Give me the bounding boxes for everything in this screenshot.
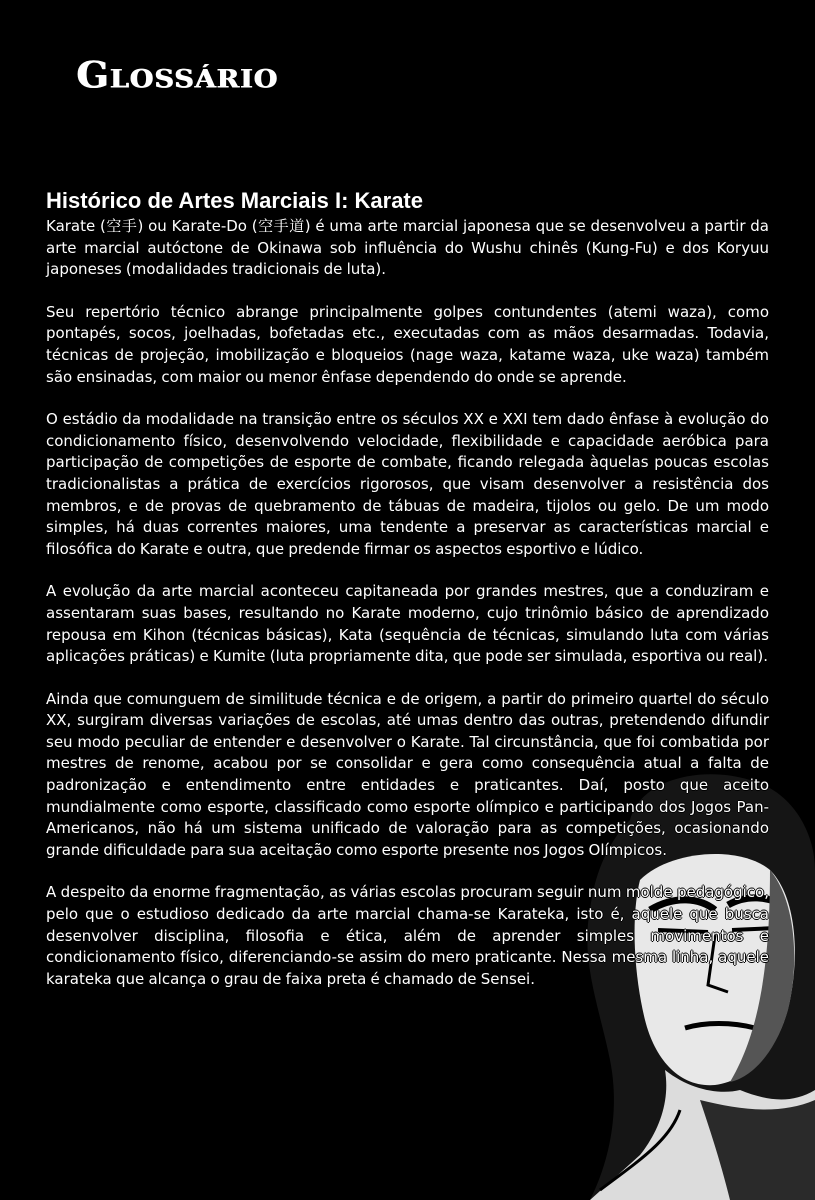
article-paragraph: Ainda que comunguem de similitude técnica e de origem, a partir do primeiro quartel do século XX, surgiram diversas variações de escolas, até umas dentro das outras, pretendendo difundir seu modo peculiar de entender e desenvolver o Karate. Tal circunstância, que foi combatida por mestres de renome, acabou por se consolidar e gera como consequência atual a falta de padronização e entendimento entre entidades e praticantes. Daí, posto que aceito mundialmente como esporte, classificado como esporte olímpico e participando dos Jogos Pan-Americanos, não há um sistema unificado de valoração para as competições, ocasionando grande dificuldade para sua aceitação como esporte presente nos Jogos Olímpicos. xyxy=(46,689,769,859)
article-paragraph: A evolução da arte marcial aconteceu capitaneada por grandes mestres, que a conduziram e assentaram suas bases, resultando no Karate moderno, cujo trinômio básico de aprendizado repousa em Kihon (técnicas básicas), Kata (sequência de técnicas, simulando luta com várias aplicações práticas) e Kumite (luta propriamente dita, que pode ser simulada, esportiva ou real). xyxy=(46,582,769,666)
article-paragraph: A despeito da enorme fragmentação, as várias escolas procuram seguir num molde pedagógico, pelo que o estudioso dedicado da arte marcial chama-se Karateka, isto é, aquele que busca desenvolver disciplina, filosofia e ética, além de aprender simples movimentos e condicionamento físico, diferenciando-se assim do mero praticante. Nessa mesma linha, aquele karateka que alcança o grau de faixa preta é chamado de Sensei. xyxy=(46,883,769,988)
article-title: Histórico de Artes Marciais I: Karate xyxy=(46,188,423,213)
article-paragraph: O estádio da modalidade na transição entre os séculos XX e XXI tem dado ênfase à evolução do condicionamento físico, desenvolvendo velocidade, flexibilidade e capacidade aeróbica para participação de competições de esporte de combate, ficando relegada àquelas poucas escolas tradicionalistas a prática de exercícios rigorosos, que visam desenvolver a resistência dos membros, e de provas de quebramento de tábuas de madeira, tijolos ou gelo. De um modo simples, há duas correntes maiores, uma tendente a preservar as características marcial e filosófica do Karate e outra, que predende firmar os aspectos esportivo e lúdico. xyxy=(46,410,769,558)
article xyxy=(46,188,769,1011)
article-paragraph: Seu repertório técnico abrange principalmente golpes contundentes (atemi waza), como pontapés, socos, joelhadas, bofetadas etc., executadas com as mãos desarmadas. Todavia, técnicas de projeção, imobilização e bloqueios (nage waza, katame waza, uke waza) também são ensinadas, com maior ou menor ênfase dependendo do onde se aprende. xyxy=(46,302,769,386)
page-title: Glossário xyxy=(76,53,278,96)
article-paragraph: Karate (空手) ou Karate-Do (空手道) é uma arte marcial japonesa que se desenvolveu a partir da arte marcial autóctone de Okinawa sob influência do Wushu chinês (Kung-Fu) e dos Koryuu japoneses (modalidades tradicionais de luta). xyxy=(46,217,769,279)
